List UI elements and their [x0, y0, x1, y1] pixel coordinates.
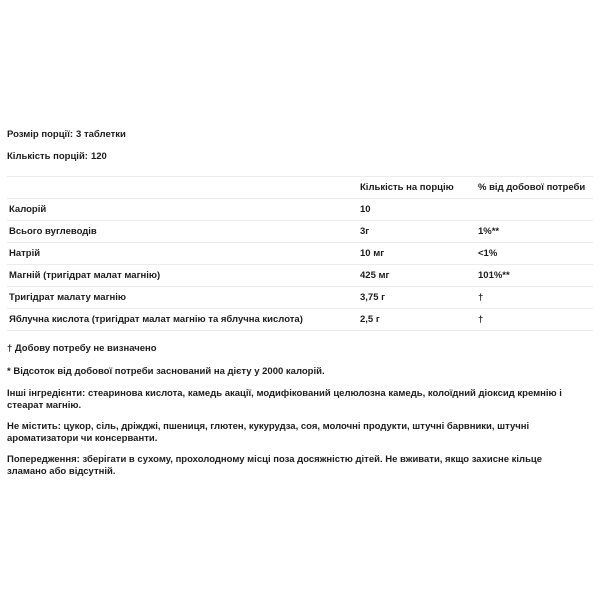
serving-size [7, 129, 593, 141]
nutrient-amount: 2,5 г [358, 309, 476, 331]
nutrient-dv: <1% [476, 243, 593, 265]
table-row [7, 243, 593, 265]
table-row [7, 287, 593, 309]
servings-count-label: Кількість порцій: [7, 151, 88, 162]
nutrient-amount: 3,75 г [358, 287, 476, 309]
serving-size-label: Розмір порції: [7, 129, 74, 140]
nutrient-amount: 425 мг [358, 265, 476, 287]
nutrient-dv: † [476, 287, 593, 309]
notes-section [7, 343, 567, 478]
table-row [7, 309, 593, 331]
star-footnote: * Відсоток від добової потреби заснований на дієту у 2000 калорій. [7, 366, 325, 377]
nutrient-dv: 101%** [476, 265, 593, 287]
nutrient-amount: 3г [358, 221, 476, 243]
nutrient-name: Натрій [7, 243, 358, 265]
nutrient-name: Калорій [7, 199, 358, 221]
nutrient-dv [476, 199, 593, 221]
nutrient-dv: † [476, 309, 593, 331]
free-of-statement: Не містить: цукор, сіль, дріжджі, пшениця, глютен, кукурудза, соя, молочні продукти, штучні барвники, штучні ароматизатори чи консерванти. [7, 421, 530, 444]
supplement-facts [7, 129, 593, 487]
nutrient-name: Тригідрат малату магнію [7, 287, 358, 309]
servings-count-value: 120 [90, 151, 107, 162]
table-row [7, 265, 593, 287]
table-row [7, 221, 593, 243]
nutrient-name: Всього вуглеводів [7, 221, 358, 243]
header-nutrient [7, 177, 358, 199]
nutrient-amount: 10 мг [358, 243, 476, 265]
nutrient-amount: 10 [358, 199, 476, 221]
nutrient-dv: 1%** [476, 221, 593, 243]
serving-size-value: 3 таблетки [76, 129, 126, 140]
nutrient-name: Яблучна кислота (тригідрат малат магнію та яблучна кислота) [7, 309, 358, 331]
servings-count [7, 151, 593, 163]
table-row [7, 199, 593, 221]
nutrient-name: Магній (тригідрат малат магнію) [7, 265, 358, 287]
dagger-footnote: † Добову потребу не визначено [7, 343, 157, 354]
header-amount: Кількість на порцію [358, 177, 476, 199]
table-header-row [7, 177, 593, 199]
nutrition-table [7, 176, 593, 331]
other-ingredients: Інші інгредієнти: стеаринова кислота, камедь акації, модифікований целюлозна камедь, колоїдний діоксид кремнію і стеарат магнію. [7, 388, 562, 411]
warning-statement: Попередження: зберігати в сухому, прохолодному місці поза досяжністю дітей. Не вживати, якщо захисне кільце зламано або відсутній. [7, 454, 543, 477]
header-daily-value: % від добової потреби [476, 177, 593, 199]
